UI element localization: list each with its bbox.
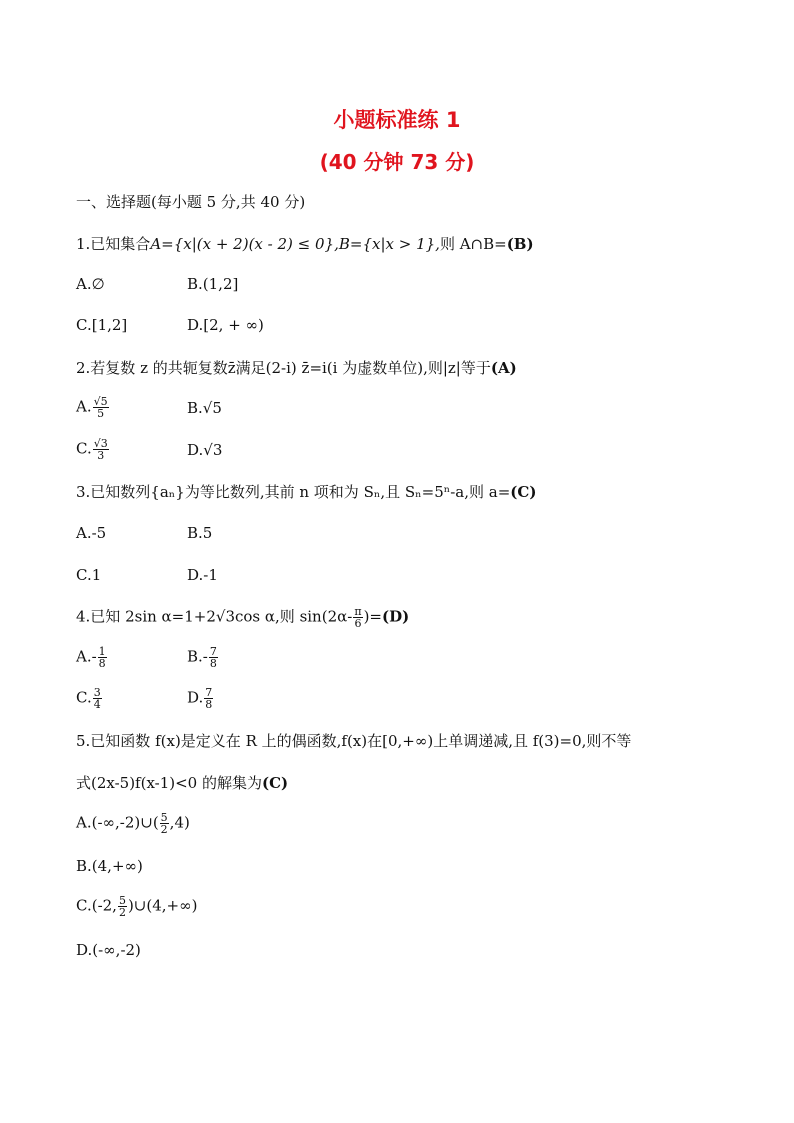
q4-stem-text: 4.已知 2sin α=1+2√3cos α,则 sin(2α- xyxy=(76,607,353,626)
question-1-stem xyxy=(76,234,534,254)
q1-option-a: A.∅ xyxy=(76,275,105,293)
q1-set-a: A={x|(x + 2)(x - 2) ≤ 0}, xyxy=(150,235,339,253)
q2-stem-text: 2.若复数 z 的共轭复数z̄满足(2-i) z̄=i(i 为虚数单位),则|z|等于 xyxy=(76,359,491,377)
q5-opt-a-fraction xyxy=(160,812,169,835)
q2-opt-a-fraction xyxy=(93,396,109,419)
fraction-numerator: √3 xyxy=(93,437,108,450)
q4-opt-a-label: A.- xyxy=(76,647,97,666)
fraction-denominator: 8 xyxy=(98,657,106,670)
fraction-numerator: √5 xyxy=(93,395,108,408)
q4-option-b xyxy=(187,646,219,669)
q4-opt-b-label: B.- xyxy=(187,647,208,666)
q4-opt-c-fraction xyxy=(93,687,102,710)
q3-option-a: A.-5 xyxy=(76,524,107,542)
fraction-denominator: 8 xyxy=(209,657,217,670)
q5-option-a xyxy=(76,812,190,835)
q4-stem-fraction xyxy=(353,606,362,629)
q3-option-d: D.-1 xyxy=(187,566,218,584)
q5-option-d: D.(-∞,-2) xyxy=(76,941,141,959)
q2-answer: (A) xyxy=(490,359,517,377)
q2-option-d: D.√3 xyxy=(187,441,223,459)
section-heading: 一、选择题(每小题 5 分,共 40 分) xyxy=(76,193,306,211)
question-5-stem-line2 xyxy=(76,773,288,793)
fraction-numerator: 7 xyxy=(209,645,217,658)
fraction-denominator: 2 xyxy=(118,906,126,919)
q5-answer: (C) xyxy=(262,774,289,792)
q2-option-a xyxy=(76,396,110,419)
q2-option-c xyxy=(76,438,110,461)
q4-option-a xyxy=(76,646,108,669)
q3-answer: (C) xyxy=(510,483,537,501)
q4-opt-d-fraction xyxy=(204,687,213,710)
q5-opt-c-post: )∪(4,+∞) xyxy=(127,896,198,915)
q5-opt-a-pre: A.(-∞,-2)∪( xyxy=(76,813,159,832)
fraction-numerator: 3 xyxy=(93,686,101,699)
q1-option-b: B.(1,2] xyxy=(187,275,239,293)
q3-stem-text: 3.已知数列{aₙ}为等比数列,其前 n 项和为 Sₙ,且 Sₙ=5ⁿ-a,则 a= xyxy=(76,483,511,501)
fraction-numerator: 5 xyxy=(160,811,168,824)
q5-option-b: B.(4,+∞) xyxy=(76,857,143,875)
question-3-stem xyxy=(76,482,536,502)
q2-option-b: B.√5 xyxy=(187,399,222,417)
q3-option-c: C.1 xyxy=(76,566,102,584)
q5-opt-c-pre: C.(-2, xyxy=(76,896,117,915)
q1-ask: 则 A∩B= xyxy=(439,235,507,253)
page-title: 小题标准练 1 xyxy=(333,108,461,132)
q4-stem-end: )= xyxy=(363,607,382,626)
q5-stem-text: 式(2x-5)f(x-1)<0 的解集为 xyxy=(76,774,262,792)
q1-option-c: C.[1,2] xyxy=(76,316,128,334)
q1-stem-text: 1.已知集合 xyxy=(76,235,151,253)
q4-option-c xyxy=(76,687,103,710)
question-5-stem-line1: 5.已知函数 f(x)是定义在 R 上的偶函数,f(x)在[0,+∞)上单调递减,且 f(3)=0,则不等 xyxy=(76,732,632,750)
fraction-denominator: 2 xyxy=(160,823,168,836)
fraction-denominator: 8 xyxy=(205,698,213,711)
fraction-numerator: π xyxy=(354,605,362,618)
fraction-numerator: 1 xyxy=(98,645,106,658)
q1-answer: (B) xyxy=(506,235,534,253)
q5-opt-c-fraction xyxy=(118,895,127,918)
q4-opt-a-fraction xyxy=(98,646,107,669)
fraction-denominator: 3 xyxy=(97,449,105,462)
q4-option-d xyxy=(187,687,214,710)
q5-opt-a-post: ,4) xyxy=(169,813,190,832)
q2-opt-a-label: A. xyxy=(76,397,92,416)
q3-option-b: B.5 xyxy=(187,524,213,542)
q4-answer: (D) xyxy=(381,607,410,626)
q2-opt-c-fraction xyxy=(93,438,109,461)
q5-option-c xyxy=(76,895,197,918)
fraction-numerator: 7 xyxy=(205,686,213,699)
fraction-denominator: 6 xyxy=(354,617,362,630)
fraction-numerator: 5 xyxy=(118,894,126,907)
q4-opt-c-label: C. xyxy=(76,688,92,707)
fraction-denominator: 5 xyxy=(97,407,105,420)
question-2-stem xyxy=(76,358,517,378)
q4-opt-b-fraction xyxy=(209,646,218,669)
q4-opt-d-label: D. xyxy=(187,688,204,707)
q2-opt-c-label: C. xyxy=(76,439,92,458)
fraction-denominator: 4 xyxy=(93,698,101,711)
q1-option-d: D.[2, + ∞) xyxy=(187,316,264,334)
question-4-stem xyxy=(76,606,409,629)
page-subtitle: (40 分钟 73 分) xyxy=(319,150,475,174)
q1-set-b: B={x|x > 1}, xyxy=(338,235,440,253)
